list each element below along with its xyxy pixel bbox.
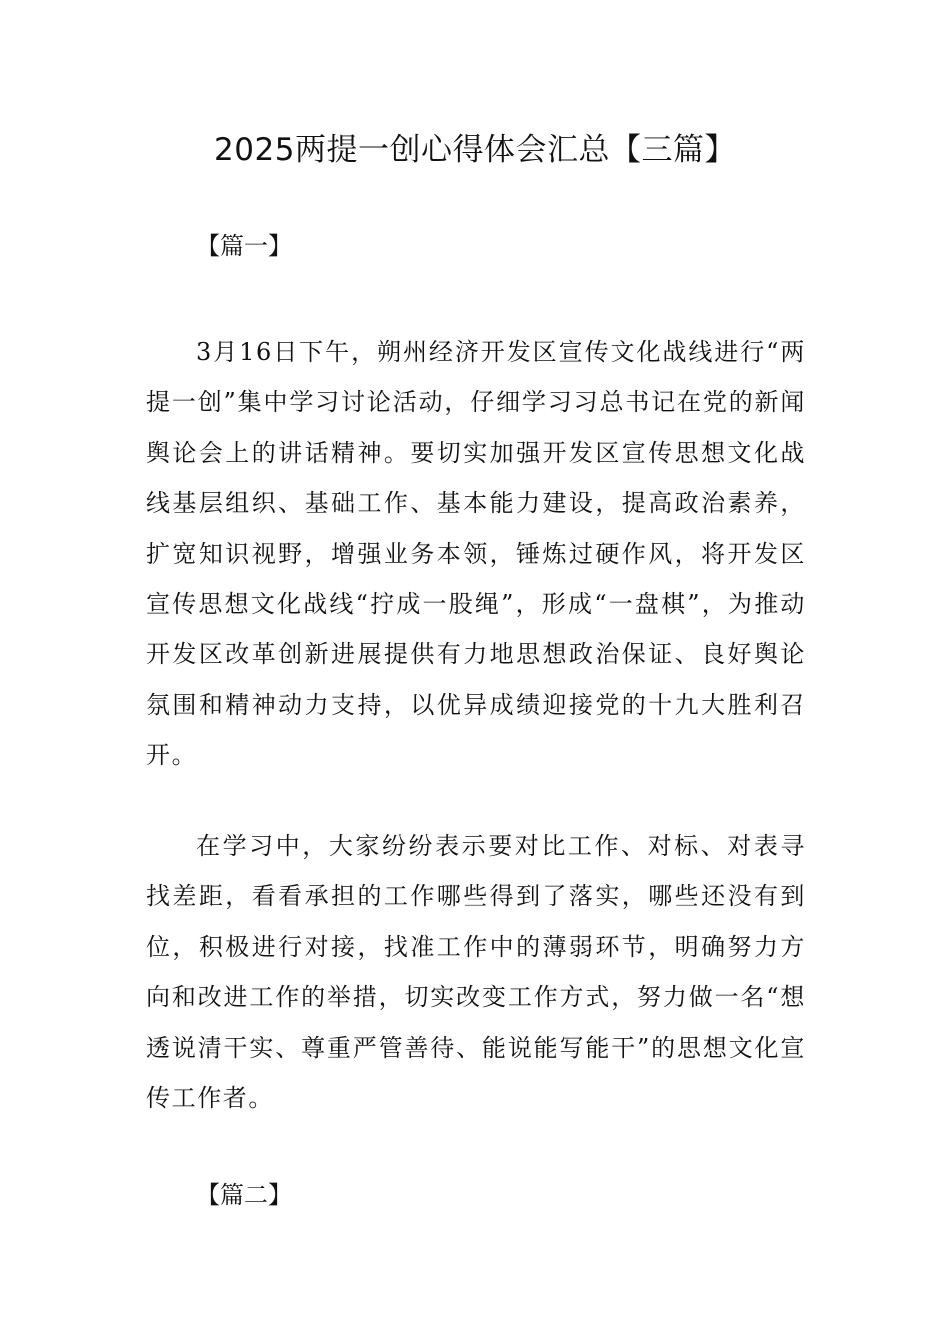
- section-1-paragraph-1: 3月16日下午，朔州经济开发区宣传文化战线进行“两提一创”集中学习讨论活动，仔细学习习总书记在党的新闻舆论会上的讲话精神。要切实加强开发区宣传思想文化战线基层组织、基础工作、基本能力建设，提高政治素养，扩宽知识视野，增强业务本领，锤炼过硬作风，将开发区宣传思想文化战线“拧成一股绳”，形成“一盘棋”，为推动开发区改革创新进展提供有力地思想政治保证、良好舆论氛围和精神动力支持，以优异成绩迎接党的十九大胜利召开。: [146, 338, 806, 770]
- section-heading-2: 【篇二】: [196, 1181, 292, 1209]
- section-1-paragraph-2: 在学习中，大家纷纷表示要对比工作、对标、对表寻找差距，看看承担的工作哪些得到了落实，哪些还没有到位，积极进行对接，找准工作中的薄弱环节，明确努力方向和改进工作的举措，切实改变工作方式，努力做一名“想透说清干实、尊重严管善待、能说能写能干”的思想文化宣传工作者。: [146, 832, 806, 1113]
- document-title: 2025两提一创心得体会汇总【三篇】: [214, 132, 736, 168]
- section-heading-1: 【篇一】: [196, 232, 292, 260]
